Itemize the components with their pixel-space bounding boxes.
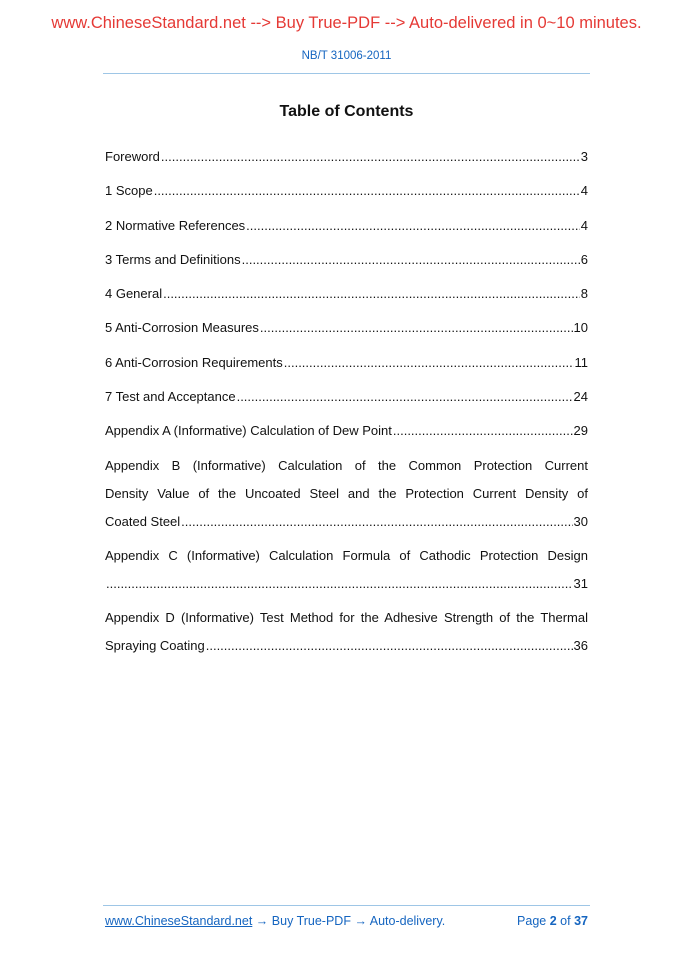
toc-entry-page: 3: [580, 149, 588, 164]
toc-entry-label: 1 Scope: [105, 183, 153, 199]
leader-dots: [161, 143, 580, 171]
toc-entry-label: 2 Normative References: [105, 217, 246, 233]
toc-entry-page: 24: [573, 389, 588, 405]
toc-entry[interactable]: [105, 542, 588, 598]
toc-entry[interactable]: [105, 314, 588, 342]
toc-entry-page: 30: [573, 513, 588, 529]
toc-entry-page: 6: [580, 251, 588, 267]
toc-entry[interactable]: [105, 604, 588, 660]
toc-entry-label: Foreword: [105, 149, 160, 164]
toc-entry-label-line: Density Value of the Uncoated Steel and the Protection Current Density of: [105, 485, 588, 501]
toc-entry-label-line: Appendix B (Informative) Calculation of the Common Protection Current: [105, 457, 588, 473]
of-word: of: [560, 914, 571, 928]
toc-entry-page: 10: [573, 320, 588, 336]
toc-entry[interactable]: [105, 349, 588, 377]
arrow-icon: →: [354, 914, 367, 928]
toc-entry-label: 3 Terms and Definitions: [105, 251, 241, 267]
footer-links: [105, 914, 445, 928]
leader-dots: [393, 417, 573, 445]
toc-entry-page: 29: [573, 423, 588, 439]
leader-dots: [206, 632, 573, 660]
toc-entry-label-line: Appendix D (Informative) Test Method for the Adhesive Strength of the Thermal: [105, 610, 588, 626]
toc-entry[interactable]: [105, 383, 588, 411]
toc-entry[interactable]: [105, 143, 588, 171]
toc-entry-label: 4 General: [105, 286, 163, 302]
toc-entry-label-line: Coated Steel: [105, 513, 181, 529]
toc-entry[interactable]: [105, 280, 588, 308]
leader-dots: [260, 314, 573, 342]
toc-entry-label-line: Appendix C (Informative) Calculation Formula of Cathodic Protection Design: [105, 547, 588, 563]
total-pages: 37: [574, 914, 588, 928]
leader-dots: [154, 177, 580, 205]
toc-entry-page: 8: [580, 286, 588, 302]
toc-entry-page: 31: [573, 575, 588, 591]
toc-entry[interactable]: [105, 417, 588, 445]
toc-entry-page: 36: [573, 638, 588, 654]
toc-entry[interactable]: [105, 246, 588, 274]
site-link[interactable]: www.ChineseStandard.net: [105, 914, 253, 928]
leader-dots: [246, 212, 580, 240]
toc-entry[interactable]: [105, 212, 588, 240]
toc-entry[interactable]: [105, 177, 588, 205]
page-word: Page: [517, 914, 547, 928]
leader-dots: [284, 349, 574, 377]
arrow-icon: →: [255, 914, 269, 928]
leader-dots: [106, 570, 573, 598]
toc-entry-label: 5 Anti-Corrosion Measures: [105, 320, 259, 336]
standard-number: NB/T 31006-2011: [301, 50, 392, 62]
toc-entry-label-line: Spraying Coating: [105, 638, 205, 654]
table-of-contents: [105, 143, 588, 660]
toc-entry-page: 11: [574, 354, 588, 370]
page-footer: [105, 914, 588, 928]
leader-dots: [163, 280, 580, 308]
auto-delivery-text: Auto-delivery.: [369, 914, 446, 928]
footer-divider: [103, 905, 590, 906]
page-counter: [517, 914, 588, 928]
buy-pdf-link[interactable]: Buy True-PDF: [271, 914, 351, 928]
current-page: 2: [549, 914, 557, 928]
leader-dots: [181, 508, 572, 536]
toc-entry-label: Appendix A (Informative) Calculation of Dew Point: [105, 423, 392, 439]
toc-entry-label: 6 Anti-Corrosion Requirements: [105, 354, 283, 370]
header-divider: [103, 73, 590, 74]
leader-dots: [242, 246, 580, 274]
page-title: Table of Contents: [279, 103, 414, 120]
top-banner[interactable]: www.ChineseStandard.net --> Buy True-PDF --> Auto-delivered in 0~10 minutes.: [51, 14, 642, 32]
toc-entry[interactable]: [105, 452, 588, 536]
toc-entry-page: 4: [580, 217, 588, 233]
toc-entry-page: 4: [580, 183, 588, 199]
toc-entry-label: 7 Test and Acceptance: [105, 389, 236, 405]
leader-dots: [237, 383, 573, 411]
